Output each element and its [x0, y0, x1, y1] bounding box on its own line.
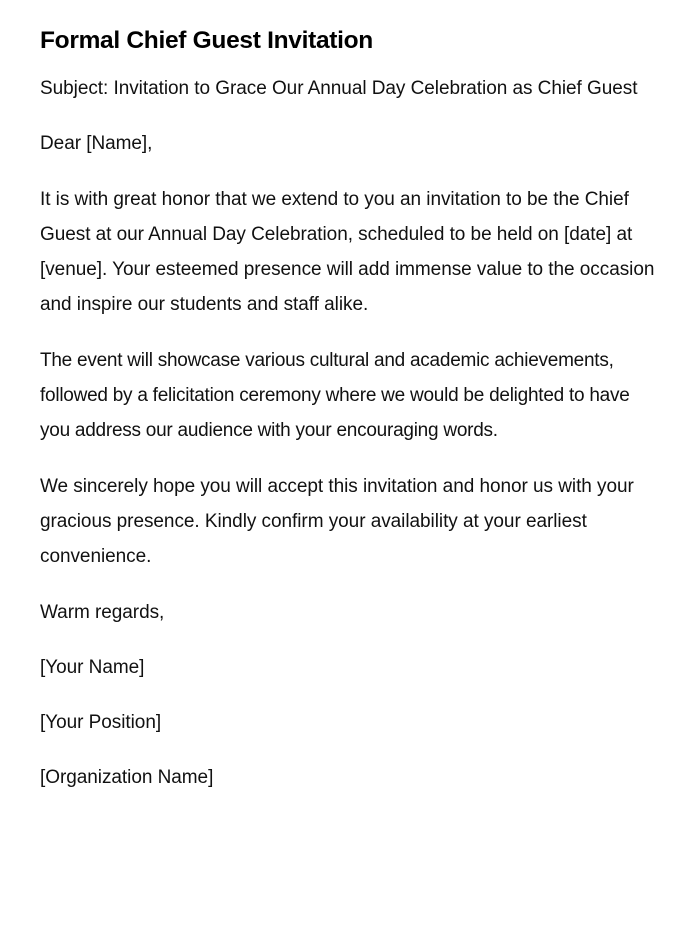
signature-organization: [Organization Name] — [40, 767, 214, 789]
body-paragraph-event-details: The event will showcase various cultural and academic achievements, followed by a felicitation ceremony where we would be delighted to have you address our audience with your encouraging words. — [40, 349, 630, 442]
signature-name: [Your Name] — [40, 656, 145, 678]
salutation: Dear [Name], — [40, 133, 153, 155]
body-paragraph-request: We sincerely hope you will accept this invitation and honor us with your gracious presence. Kindly confirm your availability at your earliest convenience. — [40, 475, 634, 568]
document-title: Formal Chief Guest Invitation — [40, 27, 373, 54]
body-paragraph-invitation: It is with great honor that we extend to you an invitation to be the Chief Guest at our Annual Day Celebration, scheduled to be held on [date] at [venue]. Your esteemed presence will add immense value to the occasion and inspire our students and staff alike. — [40, 188, 655, 316]
signature-position: [Your Position] — [40, 712, 162, 734]
subject-line: Subject: Invitation to Grace Our Annual Day Celebration as Chief Guest — [40, 78, 638, 99]
closing: Warm regards, — [40, 601, 165, 623]
